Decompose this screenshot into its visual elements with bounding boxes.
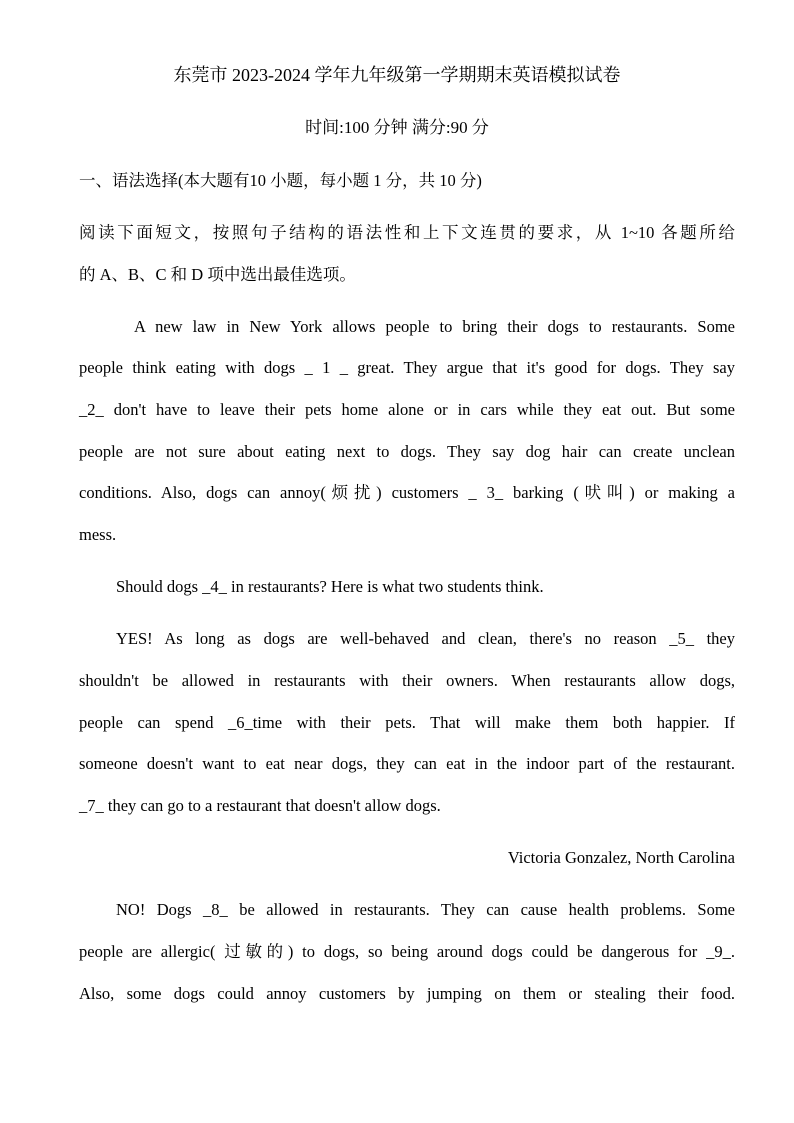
passage-line: Should dogs _4_ in restaurants? Here is what two students think. (116, 577, 544, 596)
passage-line: YES! As long as dogs are well-behaved and clean, there's no reason _5_ they (116, 629, 735, 648)
instruction-line: 的 A、B、C 和 D 项中选出最佳选项。 (79, 265, 356, 284)
passage-line: conditions. Also, dogs can annoy(烦扰) customers _ 3_ barking (吠叫) or making a (79, 483, 735, 502)
passage-line: _2_ don't have to leave their pets home alone or in cars while they eat out. But some (79, 400, 735, 419)
passage-line: people can spend _6_time with their pets. That will make them both happier. If (79, 713, 735, 732)
passage-line: people are allergic( 过敏的) to dogs, so being around dogs could be dangerous for _9_. (79, 942, 735, 961)
section-heading: 一、语法选择(本大题有10 小题，每小题 1 分，共 10 分) (79, 171, 482, 190)
instruction-line: 阅读下面短文，按照句子结构的语法性和上下文连贯的要求，从 1~10 各题所给 (79, 223, 735, 242)
exam-title: 东莞市 2023-2024 学年九年级第一学期期末英语模拟试卷 (173, 65, 621, 85)
passage-line: _7_ they can go to a restaurant that doesn't allow dogs. (79, 796, 441, 815)
passage-line: Also, some dogs could annoy customers by jumping on them or stealing their food. (79, 984, 735, 1003)
student-signature: Victoria Gonzalez, North Carolina (507, 848, 735, 867)
passage-line: someone doesn't want to eat near dogs, they can eat in the indoor part of the restaurant. (79, 754, 735, 773)
passage-line: mess. (79, 525, 117, 544)
passage-line: NO! Dogs _8_ be allowed in restaurants. They can cause health problems. Some (116, 900, 735, 919)
passage-line: A new law in New York allows people to bring their dogs to restaurants. Some (134, 317, 735, 336)
passage-line: people think eating with dogs _ 1 _ great. They argue that it's good for dogs. They say (79, 358, 735, 377)
passage-line: people are not sure about eating next to dogs. They say dog hair can create unclean (79, 442, 735, 461)
passage-line: shouldn't be allowed in restaurants with their owners. When restaurants allow dogs, (79, 671, 735, 690)
exam-time-and-score: 时间:100 分钟 满分:90 分 (305, 118, 489, 137)
